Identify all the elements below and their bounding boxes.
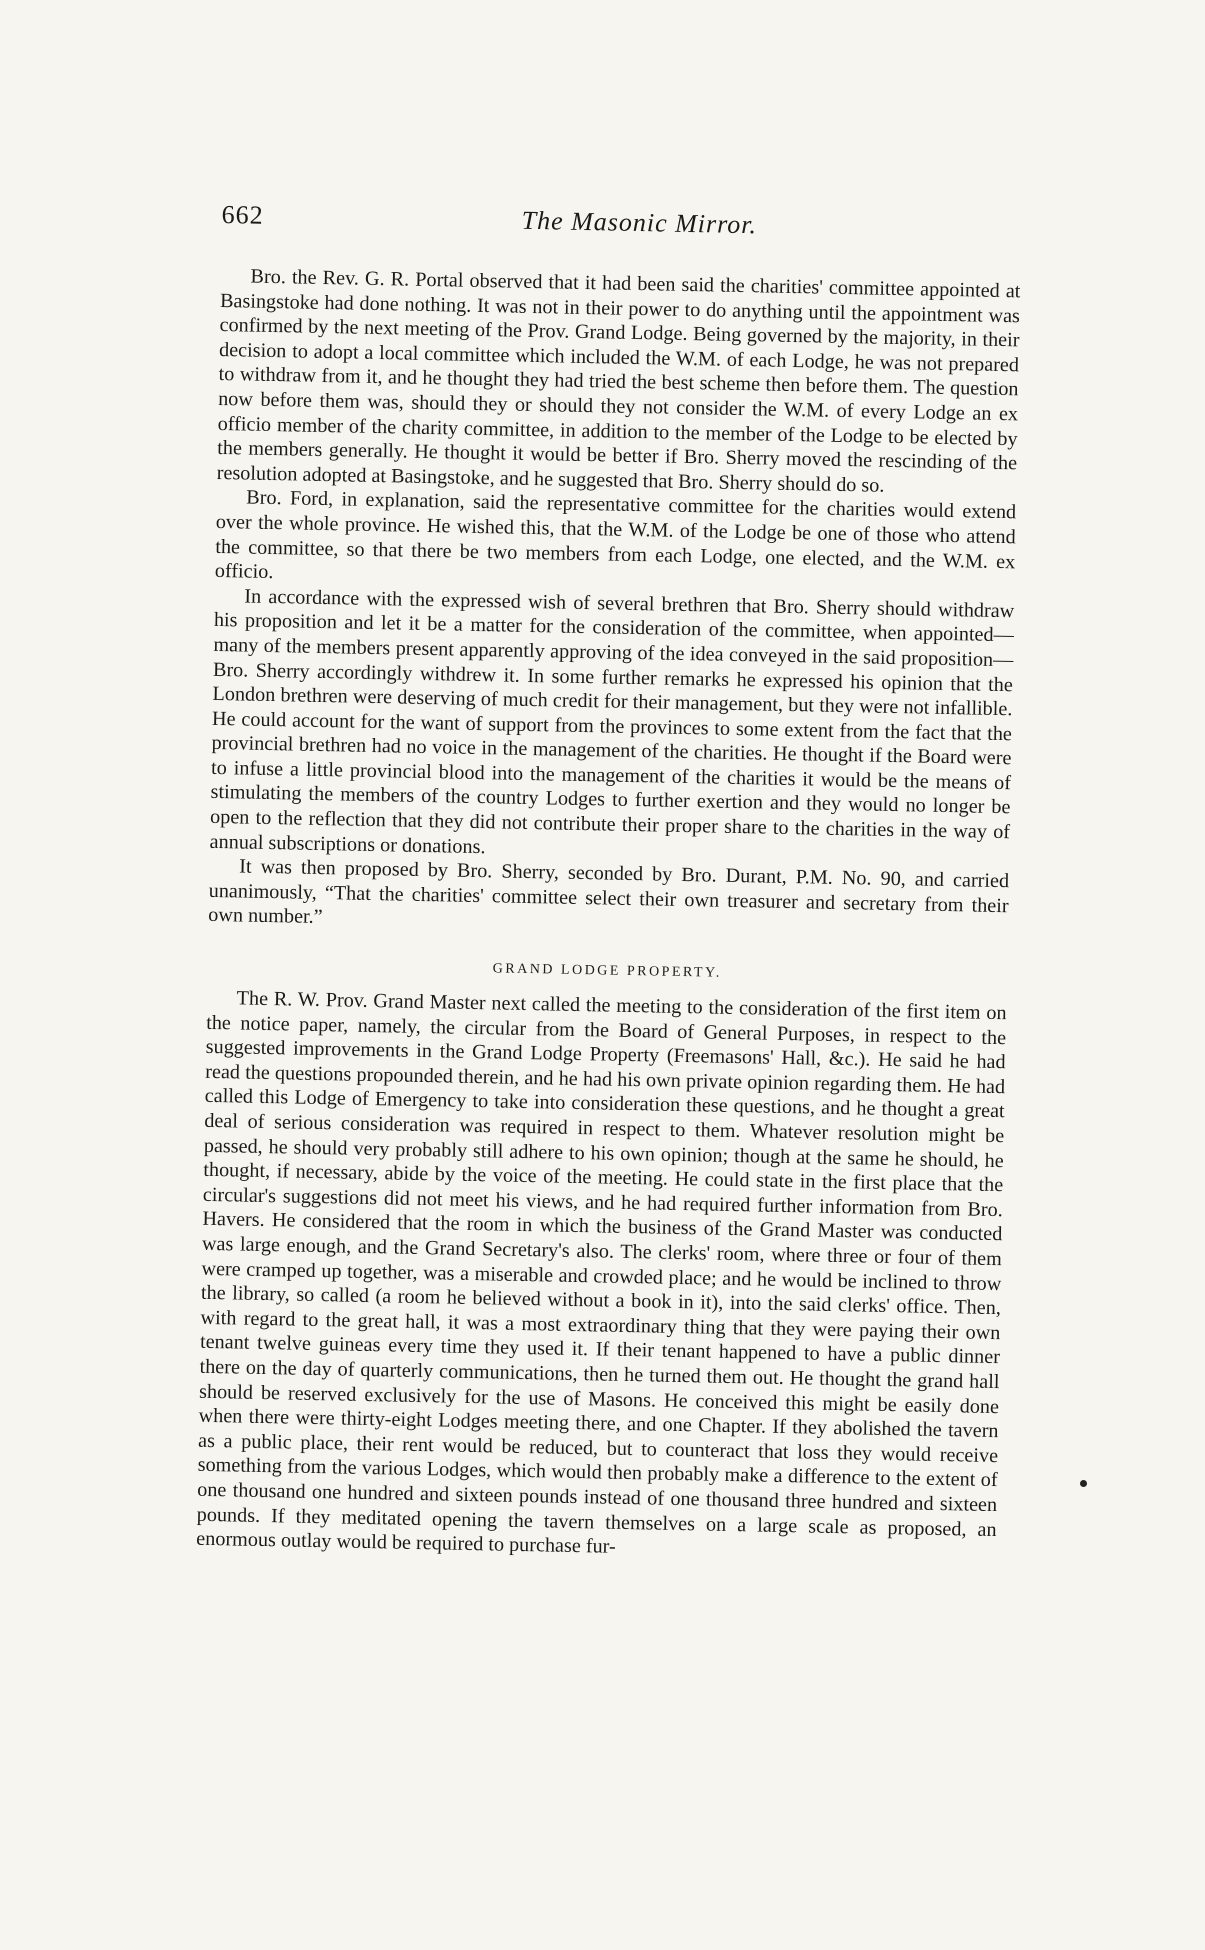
section-heading: GRAND LODGE PROPERTY. <box>492 961 722 981</box>
body-paragraph: Bro. Ford, in explanation, said the representative committee for the charities would extend over the whole province. He wished this, that the W.M. of the Lodge be one of those who attend the committee, so that there be two members from each Lodge, one elected, and the W.M. ex officio. <box>214 486 1017 584</box>
body-paragraph: It was then proposed by Bro. Sherry, seconded by Bro. Durant, P.M. No. 90, and carried unanimously, “That the charities' committee select their own treasurer and secretary from their own number.” <box>208 855 1010 929</box>
ink-dot-mark <box>1080 1480 1087 1487</box>
body-paragraph: Bro. the Rev. G. R. Portal observed that it had been said the charities' committee appointed at Basingstoke had done nothing. It was not in their power to do anything until the appointment was confirmed by the next meeting of the Prov. Grand Lodge. Being governed by the majority, in their decision to adopt a local committee which included the W.M. of each Lodge, he was not prepared to withdraw from it, and he thought they had tried the best scheme then before them. The question now before them was, should they or should they not consider the W.M. of every Lodge an ex officio member of the charity committee, in addition to the member of the Lodge to be elected by the members generally. He thought it would be better if Bro. Sherry moved the rescinding of the resolution adopted at Basingstoke, and he suggested that Bro. Sherry should do so. <box>216 265 1021 497</box>
body-paragraph: In accordance with the expressed wish of several brethren that Bro. Sherry should withdraw his proposition and let it be a matter for the consideration of the committee, when appointed—many of the members present apparently approving of the idea conveyed in the said proposition—Bro. Sherry accordingly withdrew it. In some further remarks he expressed his opinion that the London brethren were deserving of much credit for their management, but they were not infallible. He could account for the want of support from the provinces to some extent from the fact that the provincial brethren had no voice in the management of the charities. He thought if the Board were to infuse a little provincial blood into the management of the charities it would be the means of stimulating the members of the country Lodges to further exertion and they would no longer be open to the reflection that they did not contribute their proper share to the charities in the way of annual subscriptions or donations. <box>209 585 1015 858</box>
section-paragraph: The R. W. Prov. Grand Master next called the meeting to the consideration of the first item on the notice paper, namely, the circular from the Board of General Purposes, in respect to the suggested improvements in the Grand Lodge Property (Freemasons' Hall, &c.). He said he had read the questions propounded therein, and he had his own private opinion regarding them. He had called this Lodge of Emergency to take into consideration these questions, and he thought a great deal of serious consideration was required in respect to them. Whatever resolution might be passed, he should very probably still adhere to his own opinion; though at the same he should, he thought, if necessary, abide by the voice of the meeting. He could state in the first place that the circular's suggestions did not meet his views, and he had required further information from Bro. Havers. He considered that the room in which the business of the Grand Master was conducted was large enough, and the Grand Secretary's also. The clerks' room, where three or four of them were cramped up together, was a miserable and crowded place; and he would be inclined to throw the library, so called (a room he believed without a book in it), into the said clerks' office. Then, with regard to the great hall, it was a most extraordinary thing that they were paying their own tenant twelve guineas every time they used it. If their tenant happened to have a public dinner there on the day of quarterly communications, then he turned them out. He thought the grand hall should be reserved exclusively for the use of Masons. He conceived this might be easily done when there were thirty-eight Lodges meeting there, and one Chapter. If they abolished the tavern as a public place, their rent would be reduced, but to counteract that loss they would receive something from the various Lodges, which would then probably make a difference to the extent of one thousand one hundred and sixteen pounds instead of one thousand three hundred and sixteen pounds. If they meditated opening the tavern themselves on a large scale as proposed, an enormous outlay would be required to purchase fur- <box>196 987 1007 1558</box>
running-head <box>221 200 1022 255</box>
page-number: 662 <box>221 200 264 230</box>
page-text-block <box>196 200 1022 1567</box>
journal-title: The Masonic Mirror. <box>521 205 758 240</box>
